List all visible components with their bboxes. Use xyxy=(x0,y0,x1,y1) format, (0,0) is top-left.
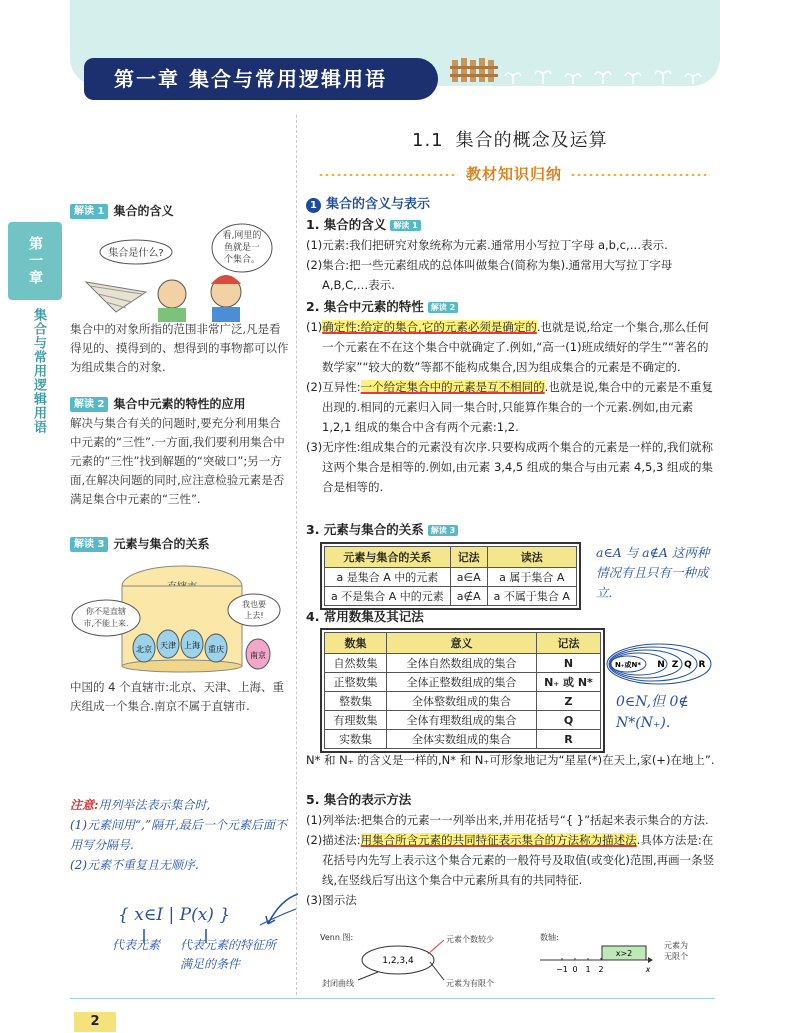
relation-table-wrap xyxy=(320,542,581,610)
knowledge-bar xyxy=(318,163,710,187)
municipality-illustration xyxy=(70,556,292,676)
heading-1 xyxy=(306,194,718,215)
table-row: 自然数集 全体自然数组成的集合 N xyxy=(325,654,601,673)
venn-label-2: N xyxy=(657,660,665,670)
reading-1-heading xyxy=(70,202,292,221)
formula-expression: { x∈I | P(x) } xyxy=(118,905,231,925)
heading-1-number: 1 xyxy=(306,198,321,213)
reading-2-heading xyxy=(70,395,292,414)
venn-label-5: R xyxy=(698,660,706,670)
fishing-illustration xyxy=(76,222,290,322)
subsection-4: 4. 常用数集及其记法 xyxy=(306,609,424,624)
axis-variable: x xyxy=(645,965,651,974)
s1-paragraph-1: (1)元素:我们把研究对象统称为元素.通常用小写拉丁字母 a,b,c,…表示. xyxy=(306,238,668,252)
section-title xyxy=(412,126,608,152)
reading-3-text: 中国的 4 个直辖市:北京、天津、上海、重庆组成一个集合.南京不属于直辖市. xyxy=(70,680,285,713)
reading-1-text: 集合中的对象所指的范围非常广泛,凡是看得见的、摸得到的、想得到的事物都可以作为组成集合的对象. xyxy=(70,322,289,374)
sprouts-decoration-icon xyxy=(503,64,713,84)
reading-2-title: 集合中元素的特性的应用 xyxy=(113,397,246,411)
relation-header-3: 读法 xyxy=(487,547,576,568)
city-label-2: 天津 xyxy=(160,641,176,650)
s5-paragraph-2: (2)描述法:用集合所含元素的共同特征表示集合的方法称为描述法.具体方法是:在花括号内先写上表示这个集合元素的一般符号及取值(或变化)范围,再画一条竖线,在竖线后写出这个集合中元素所具有的共同特征. xyxy=(306,833,715,887)
representation-diagrams xyxy=(318,928,718,992)
axis-tick-1: −1 xyxy=(556,965,568,974)
number-set-table-wrap xyxy=(320,628,605,753)
reading-1-title: 集合的含义 xyxy=(113,204,174,218)
relation-hand-note: a∈A 与 a∉A 这两种情况有且只有一种成立. xyxy=(596,545,710,600)
table-row: 实数集 全体实数组成的集合 R xyxy=(325,730,601,749)
dotted-line-right xyxy=(570,174,710,176)
venn-title: Venn 图: xyxy=(320,933,354,942)
table-row: a 是集合 A 中的元素 a∈A a 属于集合 A xyxy=(325,568,577,587)
venn-label-curve: 封闭曲线 xyxy=(322,979,354,988)
axis-title: 数轴: xyxy=(540,933,559,942)
axis-label-line1: 元素为 xyxy=(664,941,688,950)
curve-arrow-icon xyxy=(262,890,302,930)
table-row: 正整数集 全体正整数组成的集合 N₊ 或 N* xyxy=(325,673,601,692)
s2-paragraph-1: (1)确定性:给定的集合,它的元素必须是确定的.也就是说,给定一个集合,那么任何一个元素在不在这个集合中就确定了.例如,“高一(1)班成绩好的学生”“著名的数学家”“较大的数”等都不能构成集合,因为组成集合的元素是不确定的. xyxy=(306,320,709,374)
dotted-line-left xyxy=(318,174,458,176)
knowledge-label: 教材知识归纳 xyxy=(465,165,562,183)
section-name: 集合的概念及运算 xyxy=(455,130,608,151)
bubble-right-line1: 看,网里的 xyxy=(222,231,262,241)
reading-1-badge: 解读 1 xyxy=(70,204,108,219)
table-row: a 不是集合 A 中的元素 a∉A a 不属于集合 A xyxy=(325,587,577,606)
outsider-label: 南京 xyxy=(250,651,266,660)
city-label-1: 北京 xyxy=(136,645,152,654)
axis-tick-3: 1 xyxy=(585,965,591,974)
venn-label-few: 元素个数较少 xyxy=(446,935,494,944)
relation-header-2: 记法 xyxy=(450,547,487,568)
side-chapter-title: 集合与常用逻辑用语 xyxy=(31,308,46,434)
footer-line xyxy=(70,998,715,999)
relation-header-1: 元素与集合的关系 xyxy=(325,547,451,568)
city-label-4: 重庆 xyxy=(208,645,224,654)
city-label-3: 上海 xyxy=(184,641,200,650)
subsection-2: 2. 集合中元素的特性 解读 2 (1)确定性:给定的集合,它的元素必须是确定的.也就是说,给定一个集合,那么任何一个元素在不在这个集合中就确定了.例如,“高一(1)班成绩好的学生”“著名的数学家”“较大的数”等都不能构成集合,因为组成集合的元素是不确定的. (2)互异性:一个给定集合中的元素是互不相同的.也就是说,集合中的元素是不重复出现的.相同的元素归入同一集合时,只能算作集合的一个元素.例如,由元素 1,2,1 组成的集合中含有两个元素:1,2. (3)无序性:组成集合的元素没有次序.只要构成两个集合的元素是一样的,我们就称这两个集合是相等的.例如,由元素 3,4,5 组成的集合与由元素 4,5,3 组成的集合是相等的. xyxy=(306,297,718,497)
s2-paragraph-3: (3)无序性:组成集合的元素没有次序.只要构成两个集合的元素是一样的,我们就称这两个集合是相等的.例如,由元素 3,4,5 组成的集合与由元素 4,5,3 组成的集合是相等的. xyxy=(306,440,713,494)
note-box xyxy=(70,795,292,875)
note-label: 注意: xyxy=(70,798,99,812)
axis-label-line2: 无限个 xyxy=(664,952,688,961)
number-set-table: 数集 意义 记法 自然数集 全体自然数组成的集合 N 正整数集 全体正整数组成的集合 N₊ 或 N* 整数集 全体整数组成的集合 Z 有理数集 全体有理数组成的集合 Q 实数集 全体实数组成的集合 R xyxy=(324,632,601,749)
bubble-left-text: 集合是什么? xyxy=(108,248,164,259)
subsection-1: 1. 集合的含义 解读 1 (1)元素:我们把研究对象统称为元素.通常用小写拉丁字母 a,b,c,…表示. (2)集合:把一些元素组成的总体叫做集合(简称为集).通常用大写拉丁字母 A,B,C,…表示. xyxy=(306,215,718,295)
subsection-1-badge: 解读 1 xyxy=(390,220,420,231)
table-row: 有理数集 全体有理数组成的集合 Q xyxy=(325,711,601,730)
s5-paragraph-1: (1)列举法:把集合的元素一一列举出来,并用花括号“{ }”括起来表示集合的方法. xyxy=(306,813,709,827)
s2-highlight-2: 一个给定集合中的元素是互不相同的 xyxy=(360,380,545,394)
reading-2-badge: 解读 2 xyxy=(70,397,108,412)
bubble-right-line1: 我也要 xyxy=(242,600,266,609)
bubble-right-line2: 上去! xyxy=(244,611,264,620)
heading-1-title: 集合的含义与表示 xyxy=(326,197,431,212)
s5-paragraph-3: (3)图示法 xyxy=(306,893,357,907)
side-chapter-tab: 第一章 xyxy=(8,222,62,300)
s5-highlight: 用集合所含元素的共同特征表示集合的方法称为描述法 xyxy=(360,833,637,847)
bubble-right-line3: 个集合。 xyxy=(223,255,261,265)
subsection-3: 3. 元素与集合的关系 解读 3 xyxy=(306,520,718,540)
bubble-right-line2: 鱼就是一 xyxy=(223,243,261,253)
s2-paragraph-2: (2)互异性:一个给定集合中的元素是互不相同的.也就是说,集合中的元素是不重复出现的.相同的元素归入同一集合时,只能算作集合的一个元素.例如,由元素 1,2,1 组成的集合中含有两个元素:1,2. xyxy=(306,380,713,434)
number-set-venn xyxy=(604,640,714,688)
venn-label-finite: 元素为有限个 xyxy=(446,979,494,988)
s1-paragraph-2: (2)集合:把一些元素组成的总体叫做集合(简称为集).通常用大写拉丁字母 A,B,C,…表示. xyxy=(306,258,673,292)
axis-box-label: x>2 xyxy=(615,949,633,958)
bubble-left-line1: 你不是直辖 xyxy=(86,607,126,616)
axis-tick-4: 2 xyxy=(598,965,604,974)
note-line-2: (1)元素间用“,”隔开,最后一个元素后面不用写分隔号. xyxy=(70,818,287,852)
s4-note: N* 和 N₊ 的含义是一样的,N* 和 N₊可形象地记为“星星(*)在天上,家(+)在地上”. xyxy=(306,753,715,767)
venn-label-3: Z xyxy=(671,660,679,670)
reading-3-title: 元素与集合的关系 xyxy=(113,537,210,551)
subsection-5: 5. 集合的表示方法 (1)列举法:把集合的元素一一列举出来,并用花括号“{ }”括起来表示集合的方法. (2)描述法:用集合所含元素的共同特征表示集合的方法称为描述法.具体方法是:在花括号内先写上表示这个集合元素的一般符号及取值(或变化)范围,再画一条竖线,在竖线后写出这个集合中元素所具有的共同特征. (3)图示法 xyxy=(306,790,718,910)
formula-label-left: 代表元素 xyxy=(112,938,161,952)
s2-highlight-1: 确定性:给定的集合,它的元素必须是确定的 xyxy=(322,320,537,334)
venn-content: 1,2,3,4 xyxy=(382,956,414,966)
subsection-3-badge: 解读 3 xyxy=(428,525,458,536)
table-row: 整数集 全体整数组成的集合 Z xyxy=(325,692,601,711)
relation-table xyxy=(324,546,577,606)
reading-3-badge: 解读 3 xyxy=(70,537,108,552)
venn-label-1: N₊或N* xyxy=(614,661,642,669)
formula-label-right: 代表元素的特征所满足的条件 xyxy=(180,938,277,971)
column-divider xyxy=(296,115,297,995)
subsection-2-badge: 解读 2 xyxy=(428,302,458,313)
section-number: 1.1 xyxy=(412,130,444,151)
page-number: 2 xyxy=(74,1012,116,1032)
fence-icon xyxy=(450,56,498,82)
venn-label-4: Q xyxy=(684,660,692,670)
reading-2-text: 解决与集合有关的问题时,要充分利用集合中元素的“三性”.一方面,我们要利用集合中元素的“三性”找到解题的“突破口”;另一方面,在解决问题的同时,应注意检验元素是否满足集合中元素的“三性”. xyxy=(70,416,285,506)
chapter-title: 第一章 集合与常用逻辑用语 xyxy=(84,58,438,100)
note-line-1: 注意:用列举法表示集合时, xyxy=(70,798,211,812)
reading-3-heading xyxy=(70,535,292,554)
axis-tick-2: 0 xyxy=(572,965,578,974)
bubble-left-line2: 市,不能上来. xyxy=(83,619,129,628)
number-set-hand-note: 0∈N,但 0∉ N*(N₊). xyxy=(616,694,689,731)
note-line-3: (2)元素不重复且无顺序. xyxy=(70,858,199,872)
